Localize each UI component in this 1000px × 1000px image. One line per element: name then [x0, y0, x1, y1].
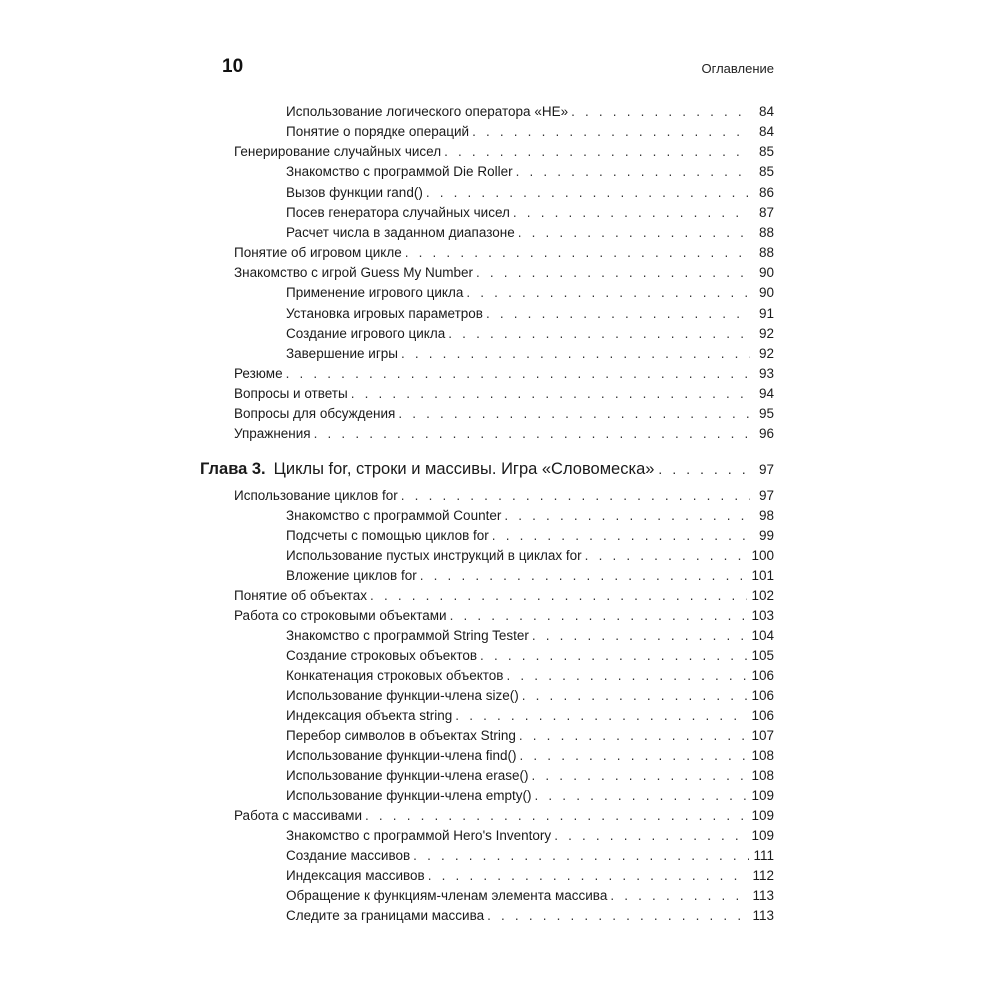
toc-entry-page-number: 105 — [751, 648, 774, 663]
toc-entry[interactable] — [234, 365, 774, 383]
toc-entry-page-number: 111 — [753, 848, 774, 863]
toc-entry-page-number: 106 — [751, 688, 774, 703]
toc-entry-title: Вызов функции rand() — [286, 184, 423, 200]
toc-entry-title: Посев генератора случайных чисел — [286, 204, 510, 220]
toc-entry[interactable] — [234, 587, 774, 605]
dot-leader — [398, 405, 750, 423]
toc-entry-page-number: 113 — [752, 908, 774, 923]
toc-entry-title: Применение игрового цикла — [286, 285, 464, 301]
dot-leader — [504, 507, 750, 525]
toc-entry[interactable] — [286, 727, 774, 745]
toc-entry-title: Использование функции-члена erase() — [286, 768, 529, 783]
toc-entry[interactable] — [286, 887, 774, 905]
toc-entry-page-number: 90 — [758, 265, 774, 281]
toc-entry-title: Создание массивов — [286, 848, 411, 863]
toc-entry-title: Знакомство с программой String Tester — [286, 628, 529, 643]
toc-entry-title: Следите за границами массива — [286, 908, 485, 923]
toc-entry-title: Создание строковых объектов — [286, 648, 478, 663]
toc-entry-page-number: 112 — [752, 868, 774, 883]
toc-entry[interactable] — [286, 627, 774, 645]
toc-entry[interactable] — [234, 607, 774, 625]
dot-leader — [519, 727, 748, 745]
toc-entry-page-number: 99 — [758, 528, 774, 543]
dot-leader — [444, 143, 750, 161]
toc-entry-page-number: 93 — [758, 365, 774, 381]
toc-entry-title: Работа с массивами — [234, 808, 362, 823]
chapter-title: Циклы for, строки и массивы. Игра «Словомеска» — [273, 460, 655, 478]
toc-entry-page-number: 101 — [751, 568, 774, 583]
toc-entry-page-number: 94 — [758, 386, 774, 402]
toc-entry-title: Знакомство с программой Counter — [286, 508, 502, 523]
toc-entry-title: Знакомство с программой Die Roller — [286, 164, 513, 180]
toc-entry-title: Подсчеты с помощью циклов for — [286, 528, 489, 543]
dot-leader — [519, 747, 747, 765]
toc-entry-page-number: 106 — [751, 668, 774, 683]
running-head: Оглавление — [701, 61, 774, 76]
dot-leader — [585, 547, 748, 565]
dot-leader — [486, 305, 750, 323]
toc-entry-page-number: 91 — [758, 305, 774, 321]
dot-leader — [516, 163, 750, 181]
toc-entry-title: Вложение циклов for — [286, 568, 417, 583]
toc-entry-title: Обращение к функциям-членам элемента массива — [286, 888, 608, 903]
toc-entry-page-number: 109 — [751, 828, 774, 843]
toc-entry-page-number: 86 — [758, 184, 774, 200]
toc-entry[interactable] — [286, 847, 774, 865]
toc-entry-title: Расчет числа в заданном диапазоне — [286, 224, 515, 240]
dot-leader — [476, 264, 750, 282]
dot-leader — [480, 647, 747, 665]
toc-entry-page-number: 108 — [751, 748, 774, 763]
toc-entry[interactable] — [286, 707, 774, 725]
dot-leader — [518, 224, 750, 242]
toc-entry-page-number: 109 — [751, 808, 774, 823]
toc-entry-page-number: 108 — [751, 768, 774, 783]
toc-entry-title: Использование логического оператора «НЕ» — [286, 104, 569, 119]
toc-entry-title: Использование функции-члена find() — [286, 748, 517, 763]
dot-leader — [405, 244, 750, 262]
chapter-page-number: 97 — [758, 462, 774, 477]
toc-entry-page-number: 96 — [758, 426, 774, 442]
toc-entry[interactable] — [286, 767, 774, 785]
toc-entry[interactable] — [286, 305, 774, 323]
toc-entry-title: Знакомство с игрой Guess My Number — [234, 265, 473, 281]
toc-entry[interactable] — [286, 667, 774, 685]
dot-leader — [428, 867, 749, 885]
dot-leader — [286, 365, 750, 383]
toc-entry-page-number: 97 — [758, 488, 774, 503]
dot-leader — [351, 385, 750, 403]
toc-entry-page-number: 84 — [758, 104, 774, 119]
dot-leader — [365, 807, 747, 825]
toc-entry-title: Работа со строковыми объектами — [234, 608, 447, 623]
toc-entry[interactable] — [286, 647, 774, 665]
toc-entry-title: Понятие о порядке операций — [286, 124, 470, 140]
dot-leader — [466, 284, 750, 302]
toc-entry-page-number: 85 — [758, 144, 774, 160]
toc-entry[interactable] — [286, 507, 774, 525]
dot-leader — [455, 707, 747, 725]
toc-entry-title: Резюме — [234, 365, 283, 381]
toc-entry-page-number: 88 — [758, 245, 774, 261]
toc-entry[interactable] — [234, 807, 774, 825]
toc-entry[interactable] — [234, 405, 774, 423]
toc-entry[interactable] — [234, 425, 774, 443]
toc-entry[interactable] — [286, 163, 774, 181]
toc-entry-title: Индексация объекта string — [286, 708, 453, 723]
dot-leader — [571, 103, 750, 121]
toc-entry[interactable] — [286, 687, 774, 705]
toc-entry-page-number: 85 — [758, 164, 774, 180]
dot-leader — [401, 487, 750, 505]
toc-entry[interactable] — [234, 487, 774, 505]
toc-entry-page-number: 92 — [758, 345, 774, 361]
dot-leader — [450, 607, 748, 625]
dot-leader — [532, 627, 748, 645]
page-number: 10 — [222, 56, 244, 77]
toc-entry[interactable] — [286, 224, 774, 242]
toc-entry-title: Вопросы и ответы — [234, 386, 348, 402]
chapter-heading[interactable] — [200, 460, 774, 484]
dot-leader — [554, 827, 747, 845]
toc-entry-title: Завершение игры — [286, 345, 398, 361]
toc-entry-title: Перебор символов в объектах String — [286, 728, 516, 743]
toc-entry-title: Упражнения — [234, 426, 311, 442]
toc-entry[interactable] — [234, 143, 774, 161]
toc-entry-page-number: 107 — [751, 728, 774, 743]
dot-leader — [522, 687, 748, 705]
dot-leader — [448, 325, 750, 343]
toc-entry[interactable] — [286, 103, 774, 121]
toc-entry[interactable] — [286, 547, 774, 565]
toc-entry[interactable] — [286, 867, 774, 885]
toc-entry-page-number: 104 — [751, 628, 774, 643]
toc-entry-page-number: 90 — [758, 285, 774, 301]
toc-entry[interactable] — [286, 204, 774, 222]
dot-leader — [413, 847, 749, 865]
toc-entry-title: Использование функции-члена empty() — [286, 788, 532, 803]
dot-leader — [420, 567, 748, 585]
toc-entry-page-number: 102 — [751, 588, 774, 603]
dot-leader — [401, 345, 750, 363]
dot-leader — [513, 204, 750, 222]
toc-entry-page-number: 98 — [758, 508, 774, 523]
dot-leader — [472, 123, 750, 141]
toc-entry-title: Использование пустых инструкций в циклах for — [286, 548, 582, 563]
toc-entry[interactable] — [286, 787, 774, 805]
dot-leader — [532, 767, 748, 785]
toc-entry[interactable] — [286, 284, 774, 302]
toc-entry-title: Конкатенация строковых объектов — [286, 668, 504, 683]
toc-entry[interactable] — [234, 264, 774, 282]
dot-leader — [610, 887, 748, 905]
toc-entry[interactable] — [286, 345, 774, 363]
chapter-label: Глава 3. — [200, 460, 266, 478]
toc-entry-page-number: 100 — [751, 548, 774, 563]
toc-entry-title: Установка игровых параметров — [286, 305, 483, 321]
toc-entry[interactable] — [234, 244, 774, 262]
toc-entry-title: Понятие об игровом цикле — [234, 245, 402, 261]
toc-entry-title: Знакомство с программой Hero's Inventory — [286, 828, 552, 843]
toc-entry-title: Создание игрового цикла — [286, 325, 446, 341]
toc-entry[interactable] — [234, 385, 774, 403]
toc-entry[interactable] — [286, 567, 774, 585]
toc-entry-title: Понятие об объектах — [234, 588, 368, 603]
toc-entry-page-number: 113 — [752, 888, 774, 903]
dot-leader — [314, 425, 750, 443]
dot-leader — [658, 462, 755, 477]
toc-entry-title: Использование циклов for — [234, 488, 398, 503]
toc-entry-page-number: 88 — [758, 224, 774, 240]
dot-leader — [370, 587, 747, 605]
dot-leader — [506, 667, 747, 685]
toc-entry[interactable] — [286, 184, 774, 202]
toc-entry-page-number: 109 — [751, 788, 774, 803]
toc-entry-page-number: 103 — [751, 608, 774, 623]
toc-entry-page-number: 92 — [758, 325, 774, 341]
toc-entry-page-number: 87 — [758, 204, 774, 220]
toc-entry-page-number: 95 — [758, 406, 774, 422]
toc-entry-title: Вопросы для обсуждения — [234, 406, 396, 422]
dot-leader — [426, 184, 750, 202]
toc-entry-page-number: 84 — [758, 124, 774, 140]
toc-entry[interactable] — [286, 325, 774, 343]
toc-entry-title: Использование функции-члена size() — [286, 688, 519, 703]
dot-leader — [534, 787, 747, 805]
dot-leader — [492, 527, 750, 545]
toc-entry[interactable] — [286, 527, 774, 545]
toc-entry-page-number: 106 — [751, 708, 774, 723]
toc-entry[interactable] — [286, 747, 774, 765]
toc-entry-title: Индексация массивов — [286, 868, 425, 883]
toc-entry[interactable] — [286, 827, 774, 845]
toc-entry[interactable] — [286, 123, 774, 141]
toc-entry-title: Генерирование случайных чисел — [234, 144, 442, 160]
toc-entry[interactable] — [286, 907, 774, 925]
dot-leader — [487, 907, 748, 925]
